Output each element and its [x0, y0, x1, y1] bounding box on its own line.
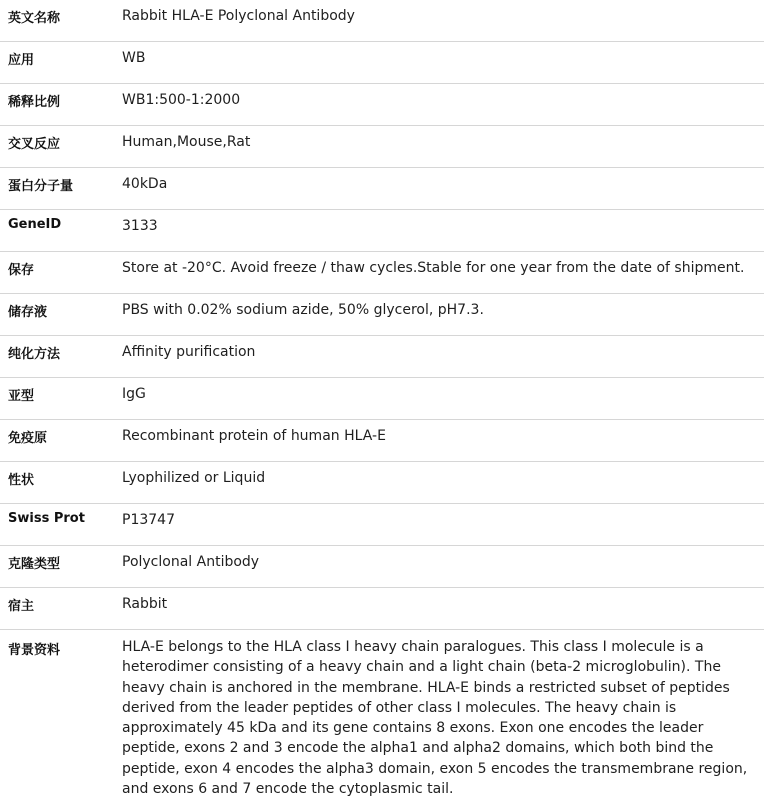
- spec-value: 3133: [114, 210, 764, 252]
- spec-row-isotype: [0, 378, 764, 420]
- spec-label: 性状: [0, 462, 114, 504]
- spec-value: Lyophilized or Liquid: [114, 462, 764, 504]
- spec-label: 交叉反应: [0, 126, 114, 168]
- spec-label: 免疫原: [0, 420, 114, 462]
- spec-label: 宿主: [0, 588, 114, 630]
- spec-row-immunogen: [0, 420, 764, 462]
- spec-value: P13747: [114, 504, 764, 546]
- spec-label: 英文名称: [0, 0, 114, 42]
- spec-label: 亚型: [0, 378, 114, 420]
- spec-value: WB: [114, 42, 764, 84]
- spec-label: 稀释比例: [0, 84, 114, 126]
- spec-value: WB1:500-1:2000: [114, 84, 764, 126]
- spec-value: 40kDa: [114, 168, 764, 210]
- spec-label: 克隆类型: [0, 546, 114, 588]
- spec-row-swiss-prot: [0, 504, 764, 546]
- spec-value: HLA-E belongs to the HLA class I heavy chain paralogues. This class I molecule is a heterodimer consisting of a heavy chain and a light chain (beta-2 microglobulin). The heavy chain is anchored in the membrane. HLA-E binds a restricted subset of peptides derived from the leader peptides of other class I molecules. The heavy chain is approximately 45 kDa and its gene contains 8 exons. Exon one encodes the leader peptide, exons 2 and 3 encode the alpha1 and alpha2 domains, which both bind the peptide, exon 4 encodes the alpha3 domain, exon 5 encodes the transmembrane region, and exons 6 and 7 encode the cytoplasmic tail.: [114, 630, 764, 802]
- spec-label: 应用: [0, 42, 114, 84]
- spec-value: Recombinant protein of human HLA-E: [114, 420, 764, 462]
- spec-row-gene-id: [0, 210, 764, 252]
- spec-value: Rabbit: [114, 588, 764, 630]
- spec-value: PBS with 0.02% sodium azide, 50% glycerol, pH7.3.: [114, 294, 764, 336]
- spec-row-buffer: [0, 294, 764, 336]
- spec-row-form: [0, 462, 764, 504]
- spec-value: Rabbit HLA-E Polyclonal Antibody: [114, 0, 764, 42]
- spec-row-purification: [0, 336, 764, 378]
- spec-label: 保存: [0, 252, 114, 294]
- spec-row-reactivity: [0, 126, 764, 168]
- spec-row-background: [0, 630, 764, 802]
- spec-value: Store at -20°C. Avoid freeze / thaw cycles.Stable for one year from the date of shipment.: [114, 252, 764, 294]
- spec-row-dilution: [0, 84, 764, 126]
- spec-row-host: [0, 588, 764, 630]
- spec-label: 纯化方法: [0, 336, 114, 378]
- spec-row-english-name: [0, 0, 764, 42]
- spec-value: Polyclonal Antibody: [114, 546, 764, 588]
- spec-row-molecular-weight: [0, 168, 764, 210]
- spec-label: 蛋白分子量: [0, 168, 114, 210]
- spec-label: GeneID: [0, 210, 114, 252]
- spec-value: Affinity purification: [114, 336, 764, 378]
- spec-row-application: [0, 42, 764, 84]
- spec-label: Swiss Prot: [0, 504, 114, 546]
- spec-row-storage: [0, 252, 764, 294]
- spec-label: 背景资料: [0, 630, 114, 802]
- spec-value: IgG: [114, 378, 764, 420]
- spec-row-clonality: [0, 546, 764, 588]
- spec-value: Human,Mouse,Rat: [114, 126, 764, 168]
- spec-label: 储存液: [0, 294, 114, 336]
